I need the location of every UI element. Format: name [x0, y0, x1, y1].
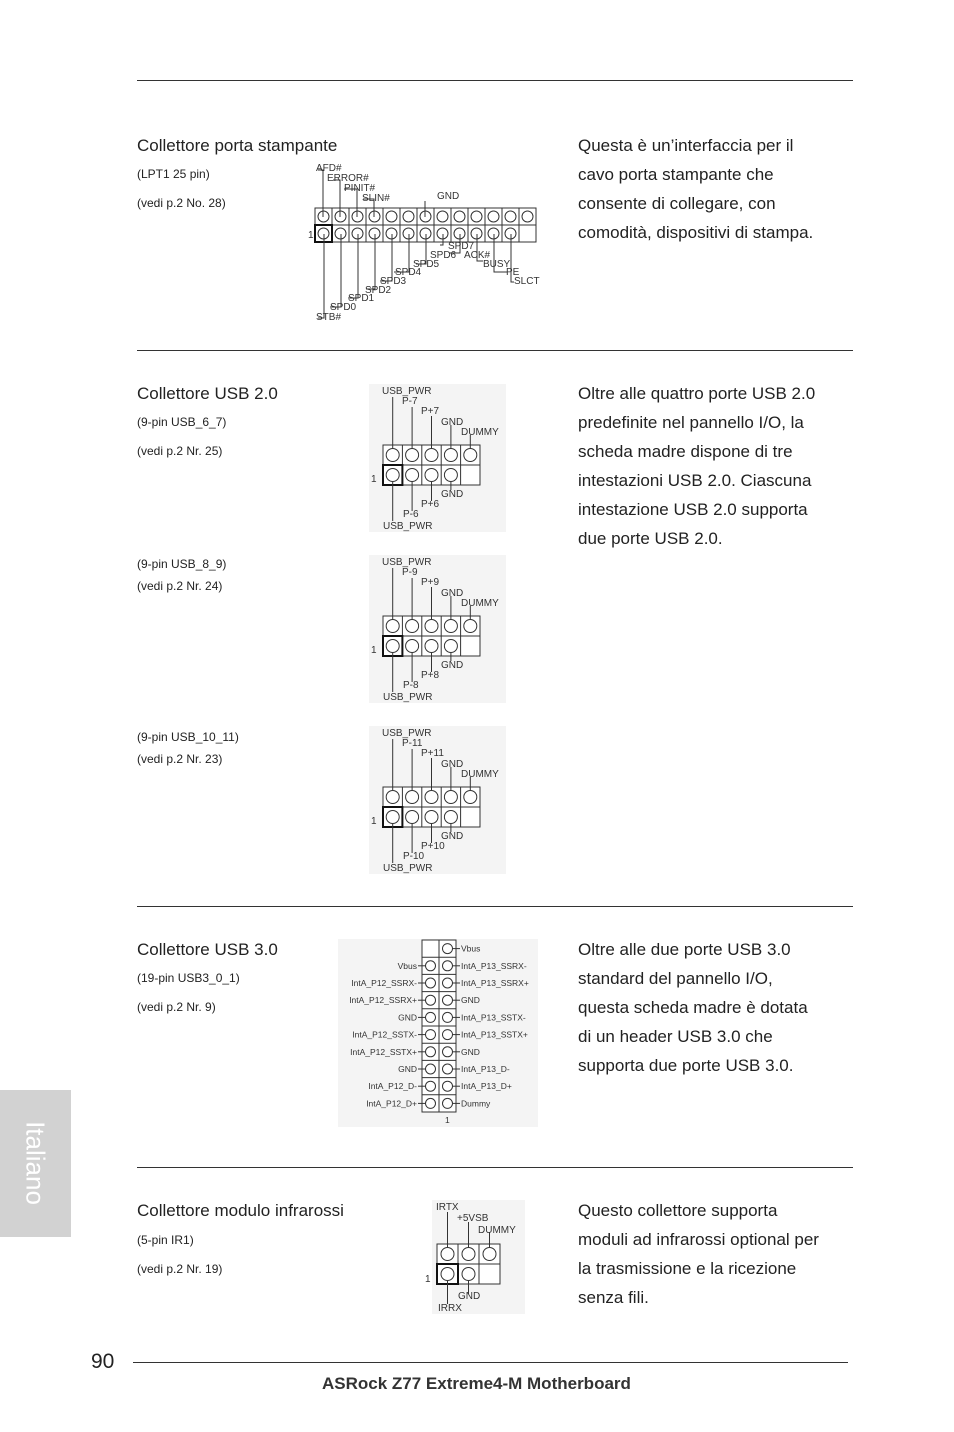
lpt-pin-afd: AFD#	[316, 163, 342, 174]
ir-pin-count: (5-pin IR1)	[137, 1233, 194, 1247]
printer-desc-line: consente di collegare, con	[578, 194, 776, 213]
usb3-pin-label-right: IntA_P13_SSRX-	[461, 960, 527, 971]
page-number: 90	[91, 1350, 115, 1373]
usb2-pin-label-ppos: P+8	[421, 670, 440, 681]
lpt-pin-spd3: SPD3	[380, 276, 407, 287]
usb2-header1-pin-count: (9-pin USB_6_7)	[137, 415, 227, 429]
usb2-desc-line: due porte USB 2.0.	[578, 529, 723, 548]
lpt-pin	[437, 211, 448, 222]
top-rule	[137, 80, 853, 81]
usb2-desc-line: intestazione USB 2.0 supporta	[578, 500, 808, 519]
ir-pin-label-irrx: IRRX	[438, 1303, 462, 1314]
lpt-pin-stb: STB#	[316, 312, 342, 323]
usb3-pin-label-right: IntA_P13_D-	[461, 1064, 510, 1074]
ir-desc-line: moduli ad infrarossi optional per	[578, 1230, 819, 1249]
usb3-pin-one: 1	[445, 1115, 450, 1125]
usb2-header1-page-ref: (vedi p.2 Nr. 25)	[137, 444, 223, 458]
usb2-pin-label-ppos: P+7	[421, 406, 440, 417]
printer-desc-line: cavo porta stampante che	[578, 165, 774, 184]
lpt-pin-spd5: SPD5	[413, 259, 440, 270]
ir-pin-label-5vsb: +5VSB	[457, 1213, 489, 1224]
usb3-title: Collettore USB 3.0	[137, 940, 278, 959]
lpt-pin	[522, 211, 533, 222]
usb3-pin-label-left: IntA_P12_SSTX-	[352, 1029, 417, 1040]
ir-pin-one: 1	[425, 1274, 431, 1285]
usb3-page-ref: (vedi p.2 Nr. 9)	[137, 1000, 216, 1014]
usb2-pin-label-gnd: GND	[441, 417, 464, 428]
usb2-pin-label-dummy: DUMMY	[461, 769, 499, 780]
lpt-pin-slct: SLCT	[514, 276, 540, 287]
usb2-pin-label-usb-pwr: USB_PWR	[382, 557, 432, 568]
lpt-pin	[454, 211, 465, 222]
printer-description	[578, 131, 813, 247]
usb3-desc-line: questa scheda madre è dotata	[578, 998, 808, 1017]
usb3-header-diagram	[338, 939, 538, 1127]
usb3-desc-line: standard del pannello I/O,	[578, 969, 773, 988]
language-label: Italiano	[20, 1121, 51, 1205]
usb3-pin-label-left: GND	[398, 1012, 417, 1023]
footer-rule	[133, 1362, 848, 1363]
lpt-pin	[505, 211, 516, 222]
usb2-pin-label-usb-pwr: USB_PWR	[383, 521, 433, 532]
lpt-pin-spd1: SPD1	[348, 293, 375, 304]
usb2-pin-label-gnd: GND	[441, 759, 464, 770]
usb3-pin-label-right: IntA_P13_SSTX-	[461, 1012, 526, 1023]
lpt-pin-error: ERROR#	[327, 173, 369, 184]
lpt-pin-pinit: PINIT#	[344, 183, 376, 194]
usb2-pin-label-ppos: P+9	[421, 577, 440, 588]
ir-pin-label-dummy: DUMMY	[478, 1225, 516, 1236]
usb2-pin-label-gnd: GND	[441, 489, 464, 500]
usb2-pin-label-pneg: P-7	[402, 396, 418, 407]
usb2-header3-diagram	[369, 726, 506, 874]
usb2-pin-label-pneg: P-8	[403, 680, 419, 691]
usb2-description	[578, 379, 815, 553]
usb3-desc-line: supporta due porte USB 3.0.	[578, 1056, 794, 1075]
section-divider	[137, 1167, 853, 1168]
usb2-title: Collettore USB 2.0	[137, 384, 278, 403]
usb2-pin-label-pneg: P-6	[403, 509, 419, 520]
usb2-pin-label-ppos: P+11	[421, 748, 444, 759]
section-divider	[137, 906, 853, 907]
usb3-pin-label-right: GND	[461, 995, 480, 1006]
printer-header-diagram	[300, 158, 550, 328]
lpt-pin-pe: PE	[506, 267, 520, 278]
usb3-pin-label-left: IntA_P12_SSRX-	[351, 978, 417, 988]
usb3-description	[578, 935, 808, 1080]
ir-pin-label-irtx: IRTX	[436, 1202, 459, 1213]
usb2-desc-line: scheda madre dispone di tre	[578, 442, 793, 461]
usb3-pin-label-left: Vbus	[397, 960, 417, 971]
usb2-pin-label-gnd: GND	[441, 588, 464, 599]
printer-page-ref: (vedi p.2 No. 28)	[137, 196, 226, 210]
usb2-header3-pin-count: (9-pin USB_10_11)	[137, 730, 239, 744]
usb3-pin-label-left: IntA_P12_SSTX+	[350, 1046, 417, 1057]
usb3-pin-label-right: GND	[461, 1046, 480, 1057]
usb2-header2-pin-count: (9-pin USB_8_9)	[137, 557, 227, 571]
usb2-pin-label-dummy: DUMMY	[461, 427, 499, 438]
ir-page-ref: (vedi p.2 Nr. 19)	[137, 1262, 223, 1276]
ir-title: Collettore modulo infrarossi	[137, 1201, 344, 1220]
lpt-pin-spd0: SPD0	[330, 302, 357, 313]
ir-description	[578, 1196, 819, 1312]
usb2-pin-label-dummy: DUMMY	[461, 598, 499, 609]
usb2-header2-page-ref: (vedi p.2 Nr. 24)	[137, 579, 223, 593]
usb2-pin-label-ppos: P+6	[421, 499, 440, 510]
usb3-pin-label-right: Dummy	[461, 1098, 491, 1109]
usb2-pin-label-gnd: GND	[441, 660, 464, 671]
lpt-pin	[403, 211, 414, 222]
usb2-pin-label-pneg: P-9	[402, 567, 418, 578]
usb2-desc-line: predefinite nel pannello I/O, la	[578, 413, 804, 432]
usb3-pin-label-left: IntA_P12_SSRX+	[349, 995, 417, 1006]
usb2-pin-one: 1	[371, 474, 377, 485]
usb3-pin-label-right: IntA_P13_SSTX+	[461, 1029, 528, 1040]
usb3-pin-label-left: IntA_P12_D+	[366, 1098, 417, 1109]
usb2-pin-label-usb-pwr: USB_PWR	[382, 386, 432, 397]
lpt-pin-ack: ACK#	[464, 250, 491, 261]
usb3-pin-count: (19-pin USB3_0_1)	[137, 971, 240, 985]
ir-desc-line: senza fili.	[578, 1288, 649, 1307]
printer-desc-line: Questa è un’interfaccia per il	[578, 136, 794, 155]
lpt-pin-spd6: SPD6	[430, 250, 457, 261]
lpt-pin	[471, 211, 482, 222]
lpt-pin-one: 1	[308, 230, 314, 241]
usb2-desc-line: intestazioni USB 2.0. Ciascuna	[578, 471, 812, 490]
lpt-pin	[488, 211, 499, 222]
usb3-pin-label-right: Vbus	[461, 943, 481, 954]
lpt-pin-busy: BUSY	[483, 259, 511, 270]
ir-desc-line: Questo collettore supporta	[578, 1201, 778, 1220]
usb2-header3-page-ref: (vedi p.2 Nr. 23)	[137, 752, 223, 766]
language-side-tab	[0, 1090, 71, 1237]
usb3-pin-label-right: IntA_P13_SSRX+	[461, 978, 529, 988]
usb3-desc-line: di un header USB 3.0 che	[578, 1027, 773, 1046]
lpt-pin-slin: SLIN#	[362, 193, 390, 204]
usb2-header1-diagram	[369, 384, 506, 532]
lpt-pin	[386, 211, 397, 222]
lpt-pin-gnd: GND	[437, 191, 460, 202]
printer-pin-count: (LPT1 25 pin)	[137, 167, 210, 181]
usb2-desc-line: Oltre alle quattro porte USB 2.0	[578, 384, 816, 403]
section-divider	[137, 350, 853, 351]
usb2-pin-one: 1	[371, 645, 377, 656]
usb2-header2-diagram	[369, 555, 506, 703]
usb2-pin-label-usb-pwr: USB_PWR	[383, 863, 433, 874]
usb2-pin-label-gnd: GND	[441, 831, 464, 842]
footer-product-name: ASRock Z77 Extreme4-M Motherboard	[322, 1374, 631, 1393]
lpt-pin-spd2: SPD2	[365, 285, 392, 296]
usb3-pin-label-right: IntA_P13_D+	[461, 1081, 512, 1092]
usb2-pin-label-usb-pwr: USB_PWR	[382, 728, 432, 739]
usb2-pin-label-pneg: P-10	[403, 851, 425, 862]
ir-header-diagram	[422, 1200, 525, 1314]
usb3-desc-line: Oltre alle due porte USB 3.0	[578, 940, 791, 959]
printer-desc-line: comodità, dispositivi di stampa.	[578, 223, 814, 242]
ir-desc-line: la trasmissione e la ricezione	[578, 1259, 797, 1278]
usb2-pin-label-usb-pwr: USB_PWR	[383, 692, 433, 703]
usb2-pin-label-pneg: P-11	[402, 738, 423, 749]
usb2-pin-one: 1	[371, 816, 377, 827]
usb3-pin-label-left: IntA_P12_D-	[368, 1081, 417, 1092]
usb2-pin-label-ppos: P+10	[421, 841, 445, 852]
lpt-pin-spd7: SPD7	[448, 241, 475, 252]
lpt-pin-spd4: SPD4	[395, 267, 422, 278]
usb3-pin-label-left: GND	[398, 1064, 417, 1074]
printer-title: Collettore porta stampante	[137, 136, 338, 155]
ir-pin-label-gnd: GND	[458, 1291, 481, 1302]
